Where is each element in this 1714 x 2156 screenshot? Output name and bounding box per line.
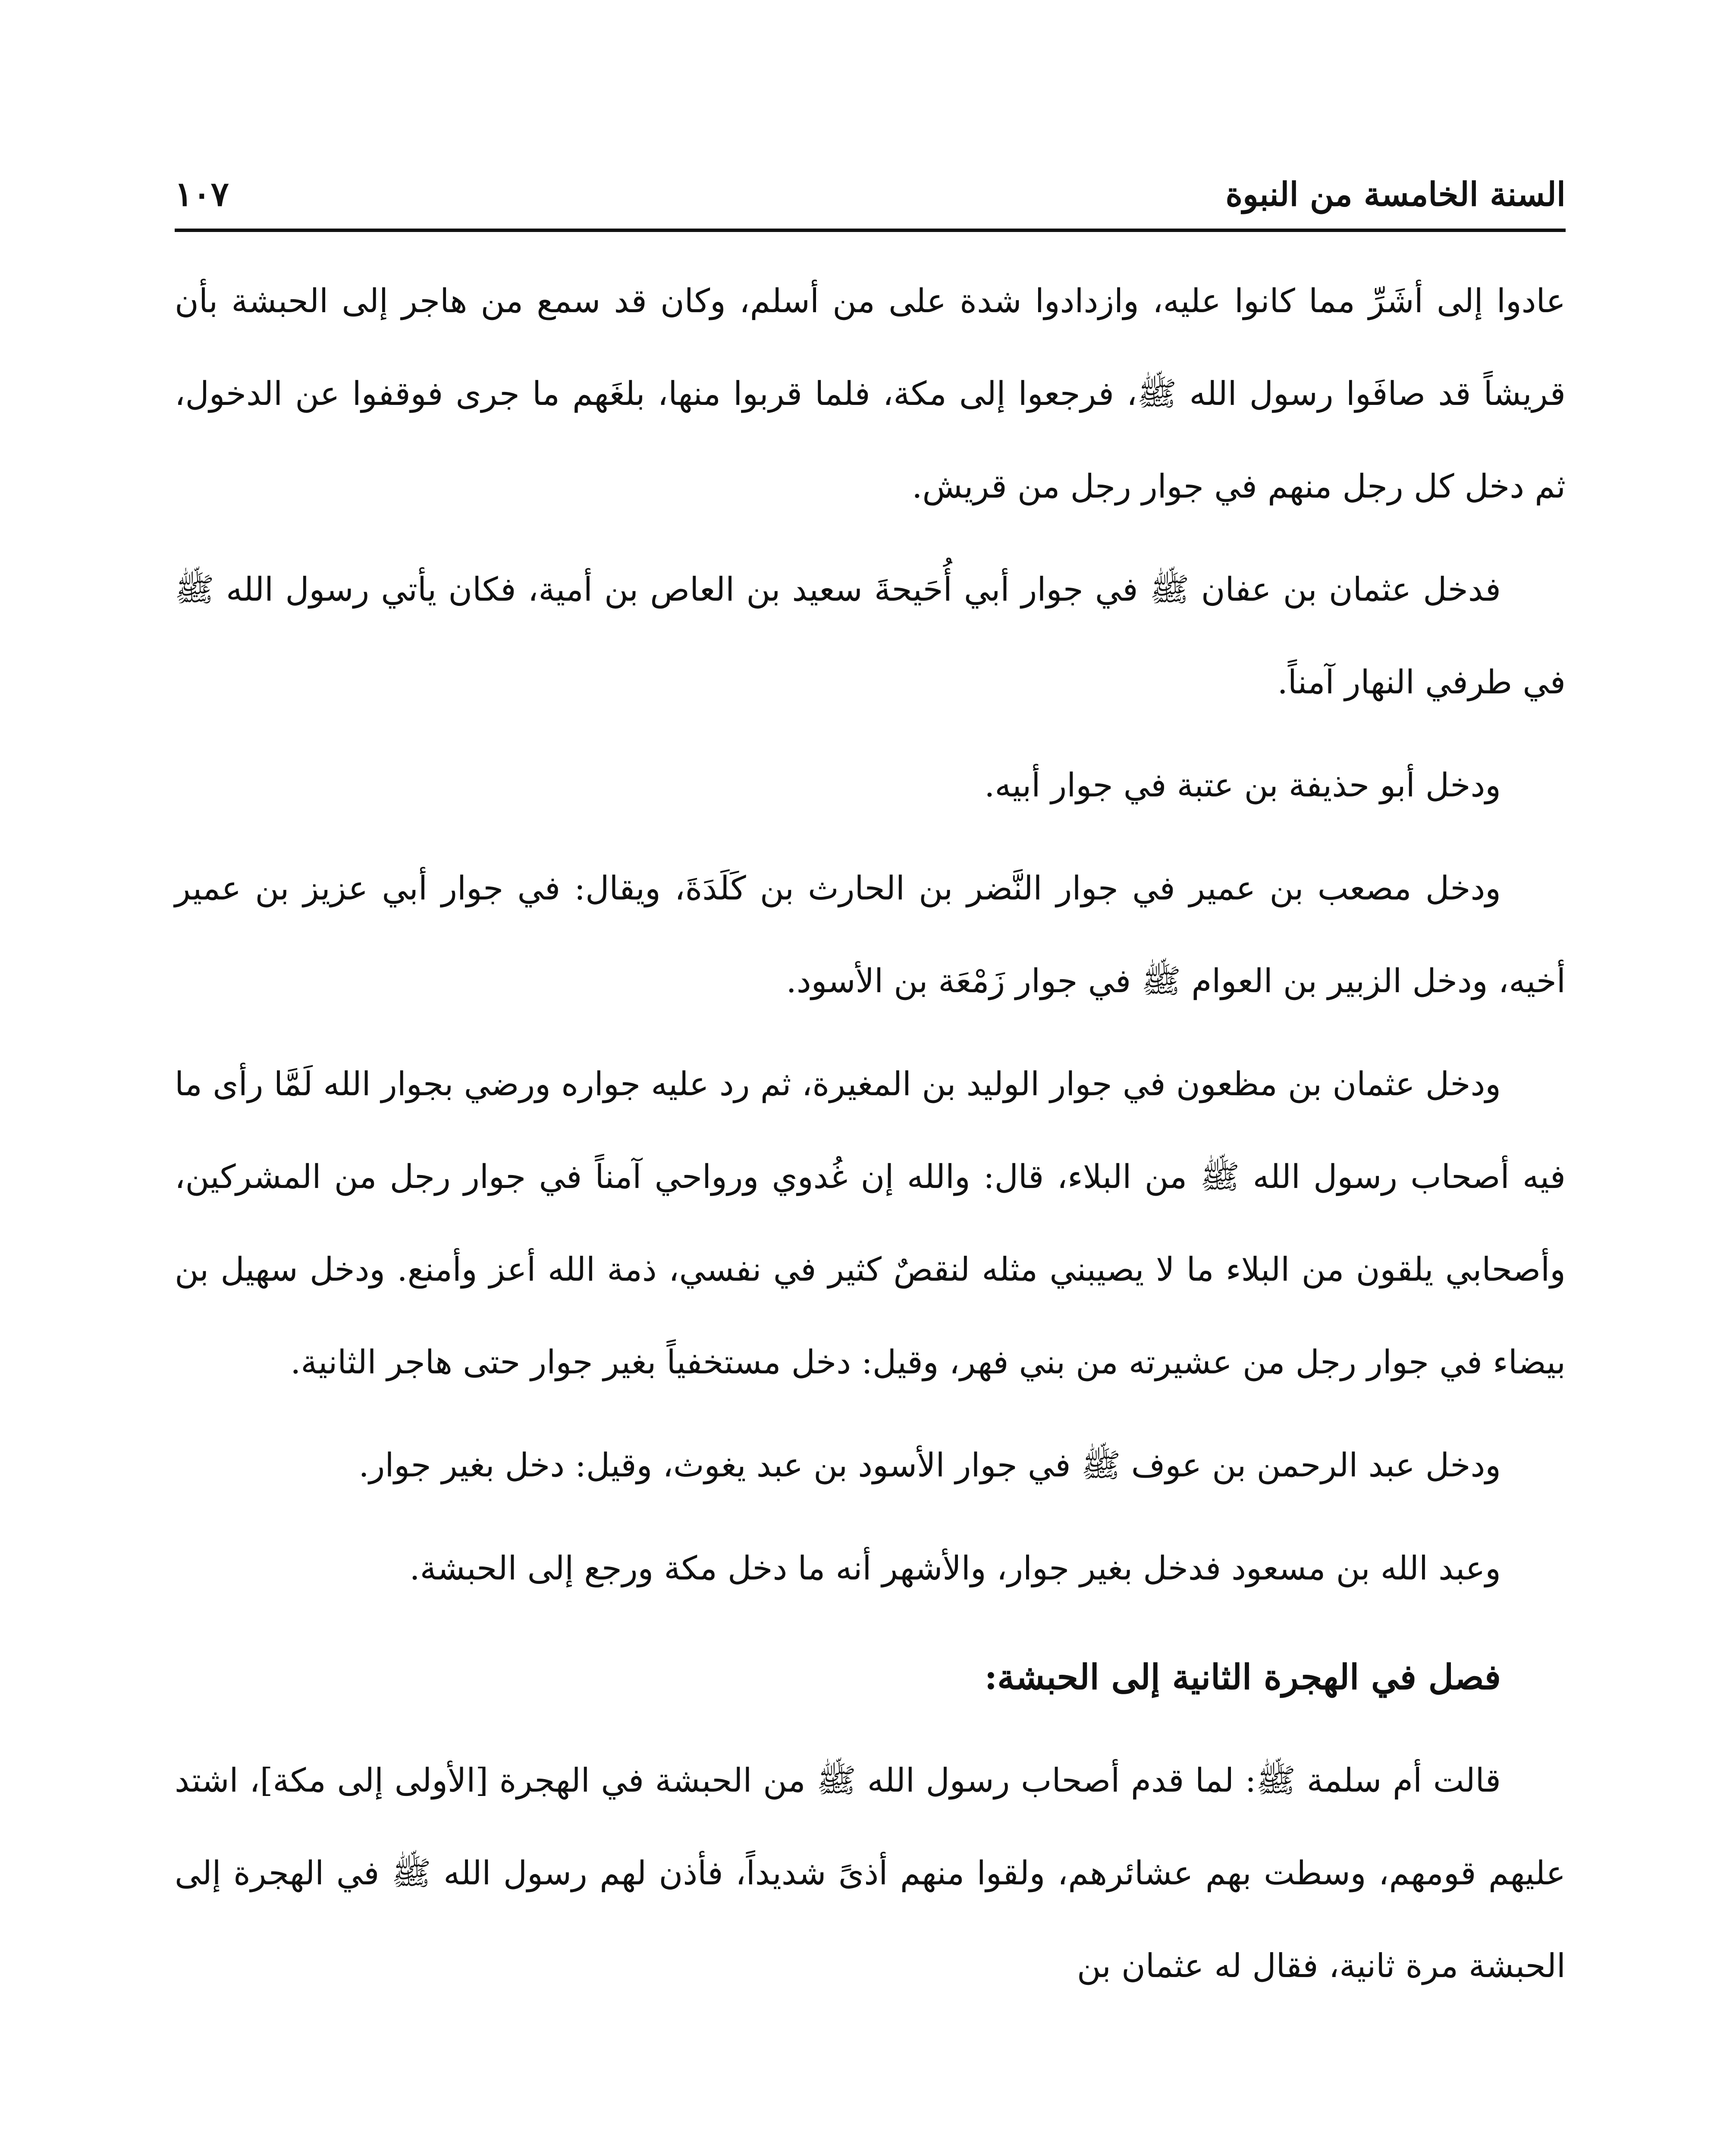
header-rule [175,229,1566,232]
paragraph: ودخل أبو حذيفة بن عتبة في جوار أبيه. [984,766,1501,804]
paragraph: ودخل عثمان بن مظعون في جوار الوليد بن المغيرة، ثم رد عليه جواره ورضي بجوار الله لَمَّا رأى ما فيه أصحاب رسول الله ﷺ من البلاء، قال: والله إن غُدوي ورواحي آمناً في جوار رجل من المشركين، وأصحابي يلقون من البلاء ما لا يصيبني مثله لنقصٌ كثير في نفسي، ذمة الله أعز وأمنع. ودخل سهيل بن بيضاء في جوار رجل من عشيرته من بني فهر، وقيل: دخل مستخفياً بغير جوار حتى هاجر الثانية. [175,1065,1566,1381]
paragraph: وعبد الله بن مسعود فدخل بغير جوار، والأشهر أنه ما دخل مكة ورجع إلى الحبشة. [409,1549,1501,1587]
section-heading: فصل في الهجرة الثانية إلى الحبشة: [984,1657,1501,1697]
page-number: ١٠٧ [175,174,229,214]
body-text [175,254,1566,2012]
paragraph: فدخل عثمان بن عفان ﷺ في جوار أبي أُحَيحةَ سعيد بن العاص بن أمية، فكان يأتي رسول الله ﷺ في طرفي النهار آمناً. [175,570,1566,701]
header-title: السنة الخامسة من النبوة [1225,175,1566,213]
book-page [175,142,1566,2156]
paragraph: ودخل مصعب بن عمير في جوار النَّضر بن الحارث بن كَلَدَةَ، ويقال: في جوار أبي عزيز بن عمير أخيه، ودخل الزبير بن العوام ﷺ في جوار زَمْعَة بن الأسود. [175,869,1566,1000]
paragraph: ودخل عبد الرحمن بن عوف ﷺ في جوار الأسود بن عبد يغوث، وقيل: دخل بغير جوار. [358,1446,1501,1484]
running-header [175,168,1566,220]
paragraph: عادوا إلى أشَرِّ مما كانوا عليه، وازدادوا شدة على من أسلم، وكان قد سمع من هاجر إلى الحبشة بأن قريشاً قد صافَوا رسول الله ﷺ، فرجعوا إلى مكة، فلما قربوا منها، بلغَهم ما جرى فوقفوا عن الدخول، ثم دخل كل رجل منهم في جوار رجل من قريش. [175,282,1566,505]
section-paragraph: قالت أم سلمة ﷺ: لما قدم أصحاب رسول الله ﷺ من الحبشة في الهجرة [الأولى إلى مكة]، اشتد عليهم قومهم، وسطت بهم عشائرهم، ولقوا منهم أذىً شديداً، فأذن لهم رسول الله ﷺ في الهجرة إلى الحبشة مرة ثانية، فقال له عثمان بن [175,1761,1566,1985]
